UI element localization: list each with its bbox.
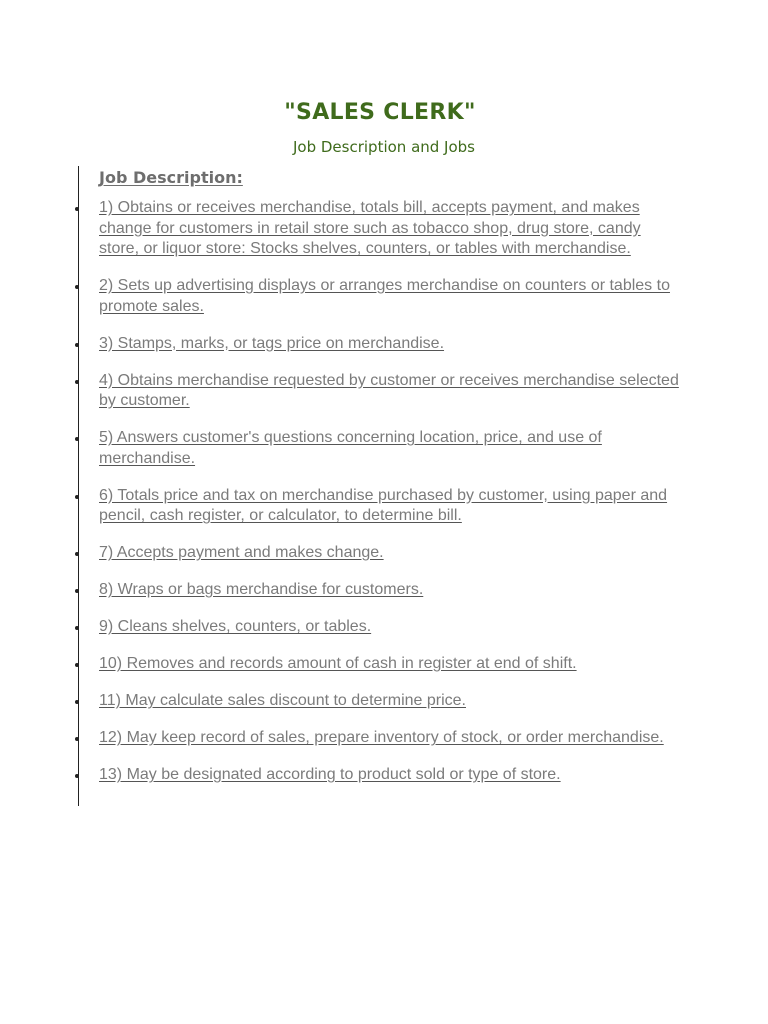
duty-text: 1) Obtains or receives merchandise, totals bill, accepts payment, and makes change for customers in retail store such as tobacco shop, drug store, candy store, or liquor store: Stocks shelves, counters, or tables with merchandise. [99,199,641,257]
bullet-icon [75,380,79,384]
left-margin-rule [78,166,79,806]
duty-item [99,371,679,412]
duty-text: 10) Removes and records amount of cash in register at end of shift. [99,655,577,672]
duty-text: 4) Obtains merchandise requested by customer or receives merchandise selected by customer. [99,371,679,409]
bullet-icon [75,663,79,667]
duty-text: 5) Answers customer's questions concerning location, price, and use of merchandise. [99,429,602,467]
duty-text: 7) Accepts payment and makes change. [99,544,384,561]
bullet-icon [75,495,79,499]
duty-item [99,691,679,712]
duty-text: 6) Totals price and tax on merchandise purchased by customer, using paper and pencil, cash register, or calculator, to determine bill. [99,486,668,524]
duty-item [99,617,679,638]
duty-text: 13) May be designated according to product sold or type of store. [99,766,561,783]
duty-item [99,198,679,260]
bullet-icon [75,700,79,704]
bullet-icon [75,285,79,289]
duty-text: 11) May calculate sales discount to determine price. [99,692,466,709]
bullet-icon [75,737,79,741]
duty-list [99,198,679,802]
page-title: "SALES CLERK" [284,100,476,125]
duty-text: 3) Stamps, marks, or tags price on merchandise. [99,334,445,352]
bullet-icon [75,207,79,211]
bullet-icon [75,774,79,778]
bullet-icon [75,626,79,630]
section-heading: Job Description: [99,168,243,187]
duty-item [99,334,679,355]
duty-item [99,580,679,601]
duty-item [99,428,679,469]
duty-text: 9) Cleans shelves, counters, or tables. [99,618,372,635]
duty-item [99,728,679,749]
bullet-icon [75,589,79,593]
duty-item [99,486,679,527]
duty-item [99,654,679,675]
duty-text: 8) Wraps or bags merchandise for customers. [99,581,424,598]
bullet-icon [75,552,79,556]
duty-item [99,765,679,786]
duty-text: 2) Sets up advertising displays or arranges merchandise on counters or tables to promote sales. [99,277,670,315]
bullet-icon [75,343,79,347]
duty-item [99,543,679,564]
duty-item [99,276,679,317]
page-subtitle: Job Description and Jobs [292,138,475,156]
bullet-icon [75,437,79,441]
duty-text: 12) May keep record of sales, prepare inventory of stock, or order merchandise. [99,729,664,746]
